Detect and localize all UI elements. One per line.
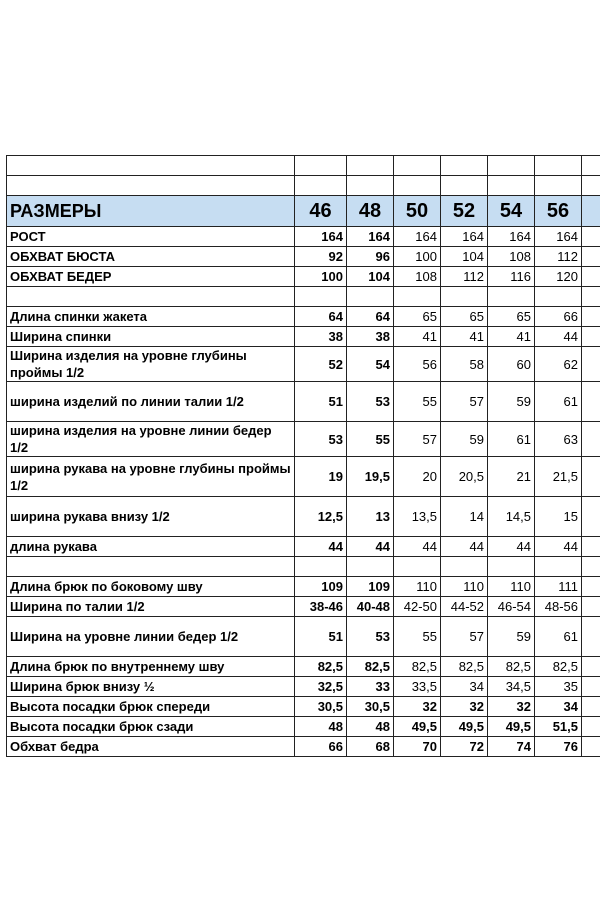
value-cell [535, 287, 582, 307]
empty-cell [582, 577, 600, 597]
row-label: ширина рукава внизу 1/2 [7, 497, 295, 537]
empty-cell [582, 347, 600, 382]
row-label: Длина брюк по боковому шву [7, 577, 295, 597]
value-cell: 76 [535, 737, 582, 757]
value-cell: 65 [394, 307, 441, 327]
row-label: ОБХВАТ БЮСТА [7, 247, 295, 267]
value-cell [441, 287, 488, 307]
value-cell: 66 [535, 307, 582, 327]
empty-cell [582, 156, 600, 176]
row-label: ширина изделия на уровне линии бедер 1/2 [7, 422, 295, 457]
size-header-cell: 54 [488, 196, 535, 227]
value-cell: 66 [295, 737, 347, 757]
value-cell: 82,5 [441, 657, 488, 677]
value-cell: 120 [535, 267, 582, 287]
value-cell: 34 [535, 697, 582, 717]
row-label: Ширина изделия на уровне глубины проймы 1/2 [7, 347, 295, 382]
empty-cell [347, 156, 394, 176]
empty-cell [582, 422, 600, 457]
empty-cell [582, 557, 600, 577]
value-cell: 44 [441, 537, 488, 557]
value-cell: 82,5 [347, 657, 394, 677]
value-cell: 82,5 [488, 657, 535, 677]
row-label: Ширина по талии 1/2 [7, 597, 295, 617]
value-cell: 110 [394, 577, 441, 597]
value-cell: 14 [441, 497, 488, 537]
table-row [7, 347, 600, 382]
table-row [7, 737, 600, 757]
value-cell: 51,5 [535, 717, 582, 737]
empty-cell [488, 176, 535, 196]
value-cell: 21 [488, 457, 535, 497]
table-row [7, 457, 600, 497]
value-cell: 64 [295, 307, 347, 327]
empty-cell [582, 267, 600, 287]
value-cell: 44-52 [441, 597, 488, 617]
value-cell: 53 [347, 617, 394, 657]
value-cell: 58 [441, 347, 488, 382]
value-cell: 92 [295, 247, 347, 267]
table-row [7, 227, 600, 247]
value-cell: 15 [535, 497, 582, 537]
value-cell: 42-50 [394, 597, 441, 617]
value-cell: 57 [394, 422, 441, 457]
row-label: Высота посадки брюк спереди [7, 697, 295, 717]
value-cell: 109 [347, 577, 394, 597]
empty-cell [7, 176, 295, 196]
value-cell [394, 557, 441, 577]
value-cell: 65 [488, 307, 535, 327]
row-label: Длина брюк по внутреннему шву [7, 657, 295, 677]
table-row [7, 677, 600, 697]
value-cell: 56 [394, 347, 441, 382]
value-cell: 111 [535, 577, 582, 597]
row-label [7, 287, 295, 307]
table-row [7, 537, 600, 557]
value-cell: 44 [347, 537, 394, 557]
value-cell: 30,5 [347, 697, 394, 717]
empty-cell [582, 382, 600, 422]
row-label: ОБХВАТ БЕДЕР [7, 267, 295, 287]
empty-cell [582, 697, 600, 717]
value-cell: 82,5 [295, 657, 347, 677]
value-cell: 164 [295, 227, 347, 247]
value-cell: 49,5 [441, 717, 488, 737]
size-header-cell: 48 [347, 196, 394, 227]
value-cell: 74 [488, 737, 535, 757]
empty-cell [488, 156, 535, 176]
value-cell: 65 [441, 307, 488, 327]
value-cell: 32 [394, 697, 441, 717]
table-row [7, 597, 600, 617]
value-cell: 51 [295, 382, 347, 422]
empty-cell [7, 156, 295, 176]
value-cell: 112 [535, 247, 582, 267]
value-cell: 51 [295, 617, 347, 657]
empty-cell [347, 176, 394, 196]
empty-cell [295, 156, 347, 176]
empty-cell [582, 307, 600, 327]
value-cell: 63 [535, 422, 582, 457]
value-cell [394, 287, 441, 307]
spacer-row [7, 557, 600, 577]
empty-cell [441, 176, 488, 196]
value-cell: 61 [535, 617, 582, 657]
empty-cell [582, 327, 600, 347]
value-cell: 110 [488, 577, 535, 597]
table-row [7, 697, 600, 717]
row-label [7, 557, 295, 577]
value-cell: 48 [295, 717, 347, 737]
value-cell: 72 [441, 737, 488, 757]
row-label: ширина изделий по линии талии 1/2 [7, 382, 295, 422]
value-cell [295, 557, 347, 577]
empty-cell [582, 597, 600, 617]
value-cell: 109 [295, 577, 347, 597]
header-row [7, 196, 600, 227]
value-cell: 108 [488, 247, 535, 267]
value-cell: 55 [347, 422, 394, 457]
value-cell [488, 557, 535, 577]
value-cell: 108 [394, 267, 441, 287]
value-cell: 64 [347, 307, 394, 327]
row-label: РОСТ [7, 227, 295, 247]
table-row [7, 422, 600, 457]
value-cell: 82,5 [535, 657, 582, 677]
empty-row [7, 156, 600, 176]
value-cell: 41 [488, 327, 535, 347]
value-cell: 41 [441, 327, 488, 347]
value-cell: 14,5 [488, 497, 535, 537]
row-label: длина рукава [7, 537, 295, 557]
value-cell: 57 [441, 382, 488, 422]
size-header-cell: 46 [295, 196, 347, 227]
empty-cell [582, 227, 600, 247]
value-cell: 82,5 [394, 657, 441, 677]
value-cell: 48 [347, 717, 394, 737]
value-cell: 44 [535, 327, 582, 347]
empty-cell [582, 657, 600, 677]
value-cell [488, 287, 535, 307]
value-cell: 44 [394, 537, 441, 557]
value-cell: 61 [488, 422, 535, 457]
row-label: ширина рукава на уровне глубины проймы 1/2 [7, 457, 295, 497]
value-cell: 100 [394, 247, 441, 267]
value-cell: 96 [347, 247, 394, 267]
value-cell: 49,5 [394, 717, 441, 737]
value-cell: 70 [394, 737, 441, 757]
value-cell: 19 [295, 457, 347, 497]
value-cell: 19,5 [347, 457, 394, 497]
empty-cell [394, 156, 441, 176]
row-label: Высота посадки брюк сзади [7, 717, 295, 737]
size-header-cell: 52 [441, 196, 488, 227]
value-cell: 38 [295, 327, 347, 347]
value-cell: 38-46 [295, 597, 347, 617]
value-cell: 33 [347, 677, 394, 697]
value-cell: 164 [347, 227, 394, 247]
value-cell: 110 [441, 577, 488, 597]
value-cell: 13,5 [394, 497, 441, 537]
value-cell [535, 557, 582, 577]
value-cell: 62 [535, 347, 582, 382]
value-cell: 32,5 [295, 677, 347, 697]
value-cell: 112 [441, 267, 488, 287]
value-cell: 68 [347, 737, 394, 757]
value-cell [347, 287, 394, 307]
value-cell: 164 [441, 227, 488, 247]
value-cell: 52 [295, 347, 347, 382]
value-cell [347, 557, 394, 577]
empty-cell [441, 156, 488, 176]
value-cell: 104 [441, 247, 488, 267]
spacer-row [7, 287, 600, 307]
value-cell: 104 [347, 267, 394, 287]
value-cell: 59 [488, 617, 535, 657]
value-cell: 100 [295, 267, 347, 287]
table-row [7, 717, 600, 737]
value-cell: 61 [535, 382, 582, 422]
table-row [7, 247, 600, 267]
value-cell: 44 [535, 537, 582, 557]
value-cell: 32 [441, 697, 488, 717]
value-cell: 55 [394, 382, 441, 422]
value-cell: 20,5 [441, 457, 488, 497]
value-cell: 55 [394, 617, 441, 657]
table-row [7, 327, 600, 347]
row-label: Ширина спинки [7, 327, 295, 347]
value-cell: 54 [347, 347, 394, 382]
value-cell: 48-56 [535, 597, 582, 617]
table-row [7, 577, 600, 597]
value-cell: 164 [535, 227, 582, 247]
value-cell: 164 [488, 227, 535, 247]
empty-cell [582, 457, 600, 497]
empty-cell [582, 176, 600, 196]
empty-cell [582, 537, 600, 557]
value-cell: 116 [488, 267, 535, 287]
value-cell: 53 [295, 422, 347, 457]
value-cell: 30,5 [295, 697, 347, 717]
value-cell: 13 [347, 497, 394, 537]
empty-cell [394, 176, 441, 196]
empty-row [7, 176, 600, 196]
table-row [7, 382, 600, 422]
value-cell: 57 [441, 617, 488, 657]
empty-cell [582, 247, 600, 267]
table-row [7, 267, 600, 287]
value-cell [295, 287, 347, 307]
value-cell: 21,5 [535, 457, 582, 497]
value-cell: 46-54 [488, 597, 535, 617]
row-label: Обхват бедра [7, 737, 295, 757]
value-cell: 49,5 [488, 717, 535, 737]
value-cell: 44 [488, 537, 535, 557]
size-header-cell: 56 [535, 196, 582, 227]
empty-cell [582, 196, 600, 227]
empty-cell [582, 677, 600, 697]
value-cell [441, 557, 488, 577]
value-cell: 33,5 [394, 677, 441, 697]
value-cell: 12,5 [295, 497, 347, 537]
row-label: Ширина брюк внизу ½ [7, 677, 295, 697]
empty-cell [582, 717, 600, 737]
size-chart-table [6, 155, 600, 757]
empty-cell [582, 287, 600, 307]
value-cell: 41 [394, 327, 441, 347]
row-label: Длина спинки жакета [7, 307, 295, 327]
empty-cell [582, 497, 600, 537]
header-label: РАЗМЕРЫ [7, 196, 295, 227]
value-cell: 40-48 [347, 597, 394, 617]
value-cell: 20 [394, 457, 441, 497]
empty-cell [582, 737, 600, 757]
empty-cell [582, 617, 600, 657]
value-cell: 32 [488, 697, 535, 717]
table-row [7, 497, 600, 537]
value-cell: 34 [441, 677, 488, 697]
table-row [7, 307, 600, 327]
value-cell: 34,5 [488, 677, 535, 697]
empty-cell [535, 176, 582, 196]
size-header-cell: 50 [394, 196, 441, 227]
empty-cell [535, 156, 582, 176]
empty-cell [295, 176, 347, 196]
value-cell: 53 [347, 382, 394, 422]
value-cell: 44 [295, 537, 347, 557]
value-cell: 35 [535, 677, 582, 697]
value-cell: 60 [488, 347, 535, 382]
row-label: Ширина на уровне линии бедер 1/2 [7, 617, 295, 657]
table-row [7, 617, 600, 657]
value-cell: 59 [441, 422, 488, 457]
value-cell: 38 [347, 327, 394, 347]
table-row [7, 657, 600, 677]
value-cell: 164 [394, 227, 441, 247]
value-cell: 59 [488, 382, 535, 422]
